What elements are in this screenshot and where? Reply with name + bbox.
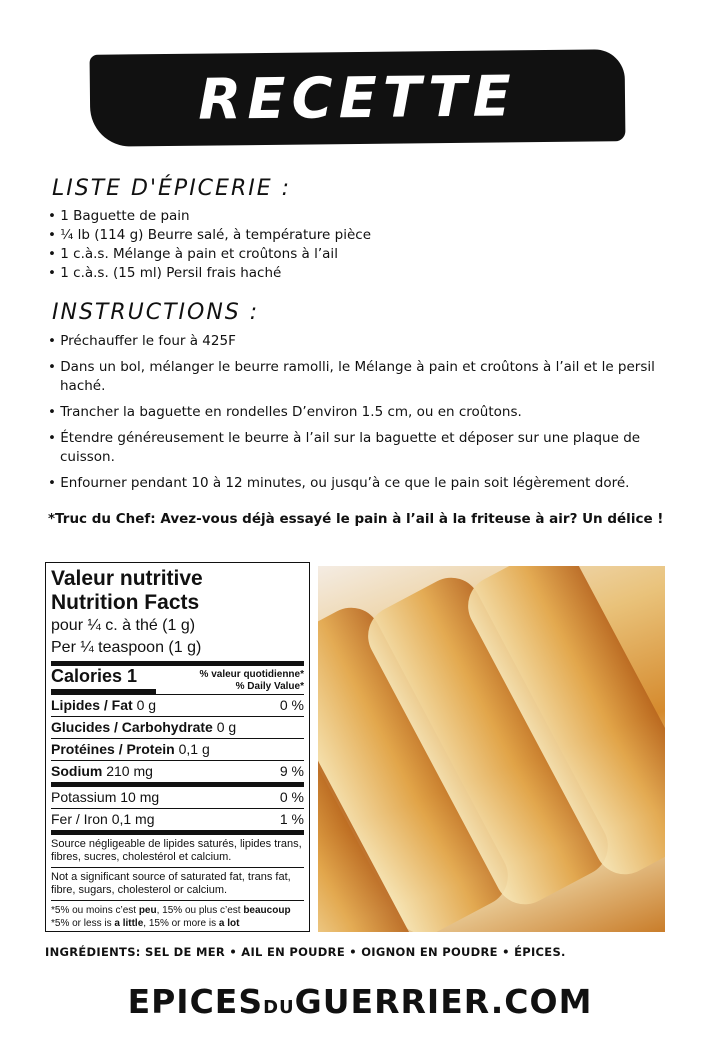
foot-text: peu bbox=[138, 905, 157, 916]
foot-text: beaucoup bbox=[243, 905, 291, 916]
nutrient-label: Potassium bbox=[51, 789, 117, 805]
garlic-bread-photo bbox=[318, 566, 665, 932]
nutrient-row bbox=[51, 694, 304, 716]
nutrient-amount: 0,1 g bbox=[178, 741, 210, 757]
list-item: • Étendre généreusement le beurre à l’ail sur la baguette et déposer sur une plaque de cuisson. bbox=[48, 429, 678, 467]
footnote bbox=[51, 900, 304, 933]
serving-en: Per ¼ teaspoon (1 g) bbox=[51, 639, 202, 656]
foot-text: a little bbox=[114, 918, 144, 929]
nutrient-amount: 0 g bbox=[216, 719, 237, 735]
nutrient-amount: 0 g bbox=[136, 697, 157, 713]
nutrient-amount: 0,1 mg bbox=[111, 811, 155, 827]
chef-tip: *Truc du Chef: Avez-vous déjà essayé le pain à l’ail à la friteuse à air? Un délice ! bbox=[48, 511, 664, 527]
foot-text: a lot bbox=[218, 918, 240, 929]
nutrient-label: Protéines / Protein bbox=[51, 741, 175, 757]
nutrient-dv: 0 % bbox=[279, 697, 304, 713]
nutrient-row bbox=[51, 782, 304, 808]
brand-logo bbox=[0, 982, 720, 1021]
foot-text: *5% ou moins c’est bbox=[51, 905, 139, 916]
ingredients-line: INGRÉDIENTS: SEL DE MER • AIL EN POUDRE • OIGNON EN POUDRE • ÉPICES. bbox=[45, 945, 566, 959]
foot-text: *5% or less is bbox=[51, 918, 115, 929]
calories-row bbox=[51, 661, 304, 694]
nutrient-label: Fer / Iron bbox=[51, 811, 108, 827]
serving-fr: pour ¼ c. à thé (1 g) bbox=[51, 617, 196, 634]
nutrient-dv: 9 % bbox=[279, 763, 304, 779]
calories: Calories 1 bbox=[51, 666, 156, 694]
list-item: • Enfourner pendant 10 à 12 minutes, ou jusqu’à ce que le pain soit légèrement doré. bbox=[48, 474, 678, 493]
nutrient-label: Sodium bbox=[51, 763, 103, 779]
note-fr: Source négligeable de lipides saturés, lipides trans, fibres, sucres, cholestérol et calcium. bbox=[51, 830, 304, 867]
nutrient-row bbox=[51, 738, 304, 760]
nutrient-dv: 0 % bbox=[279, 789, 304, 805]
foot-text: , 15% or more is bbox=[143, 918, 219, 929]
dv-en: % Daily Value* bbox=[235, 681, 304, 692]
page-title: RECETTE bbox=[197, 64, 518, 133]
nutrient-label: Lipides / Fat bbox=[51, 697, 133, 713]
nutrient-row bbox=[51, 760, 304, 782]
list-item: • Dans un bol, mélanger le beurre ramolli, le Mélange à pain et croûtons à l’ail et le persil haché. bbox=[48, 358, 678, 396]
instructions-heading: INSTRUCTIONS : bbox=[52, 300, 260, 325]
nutrition-facts bbox=[45, 562, 310, 932]
grocery-list bbox=[48, 207, 678, 283]
logo-text: GUERRIER.COM bbox=[294, 982, 593, 1021]
nutrient-dv: 1 % bbox=[279, 811, 304, 827]
logo-text: EPICES bbox=[127, 982, 264, 1021]
title-banner bbox=[90, 49, 626, 147]
nutrient-label: Glucides / Carbohydrate bbox=[51, 719, 213, 735]
nf-title-en: Nutrition Facts bbox=[51, 591, 200, 614]
nutrient-row bbox=[51, 716, 304, 738]
nutrient-amount: 210 mg bbox=[106, 763, 153, 779]
foot-text: , 15% ou plus c’est bbox=[156, 905, 244, 916]
logo-text: DU bbox=[263, 997, 295, 1018]
dv-fr: % valeur quotidienne* bbox=[199, 669, 304, 680]
list-item: • Trancher la baguette en rondelles D’environ 1.5 cm, ou en croûtons. bbox=[48, 403, 678, 422]
instruction-list bbox=[48, 332, 678, 500]
groceries-heading: LISTE D'ÉPICERIE : bbox=[52, 176, 292, 201]
list-item: • 1 c.à.s. Mélange à pain et croûtons à l’ail bbox=[48, 245, 678, 264]
nf-title-fr: Valeur nutritive bbox=[51, 567, 203, 590]
list-item: • Préchauffer le four à 425F bbox=[48, 332, 678, 351]
list-item: • 1 Baguette de pain bbox=[48, 207, 678, 226]
list-item: • 1 c.à.s. (15 ml) Persil frais haché bbox=[48, 264, 678, 283]
nutrient-row bbox=[51, 808, 304, 830]
list-item: • ¼ lb (114 g) Beurre salé, à température pièce bbox=[48, 226, 678, 245]
note-en: Not a significant source of saturated fat, trans fat, fibre, sugars, cholesterol or calcium. bbox=[51, 867, 304, 900]
nutrient-amount: 10 mg bbox=[120, 789, 160, 805]
